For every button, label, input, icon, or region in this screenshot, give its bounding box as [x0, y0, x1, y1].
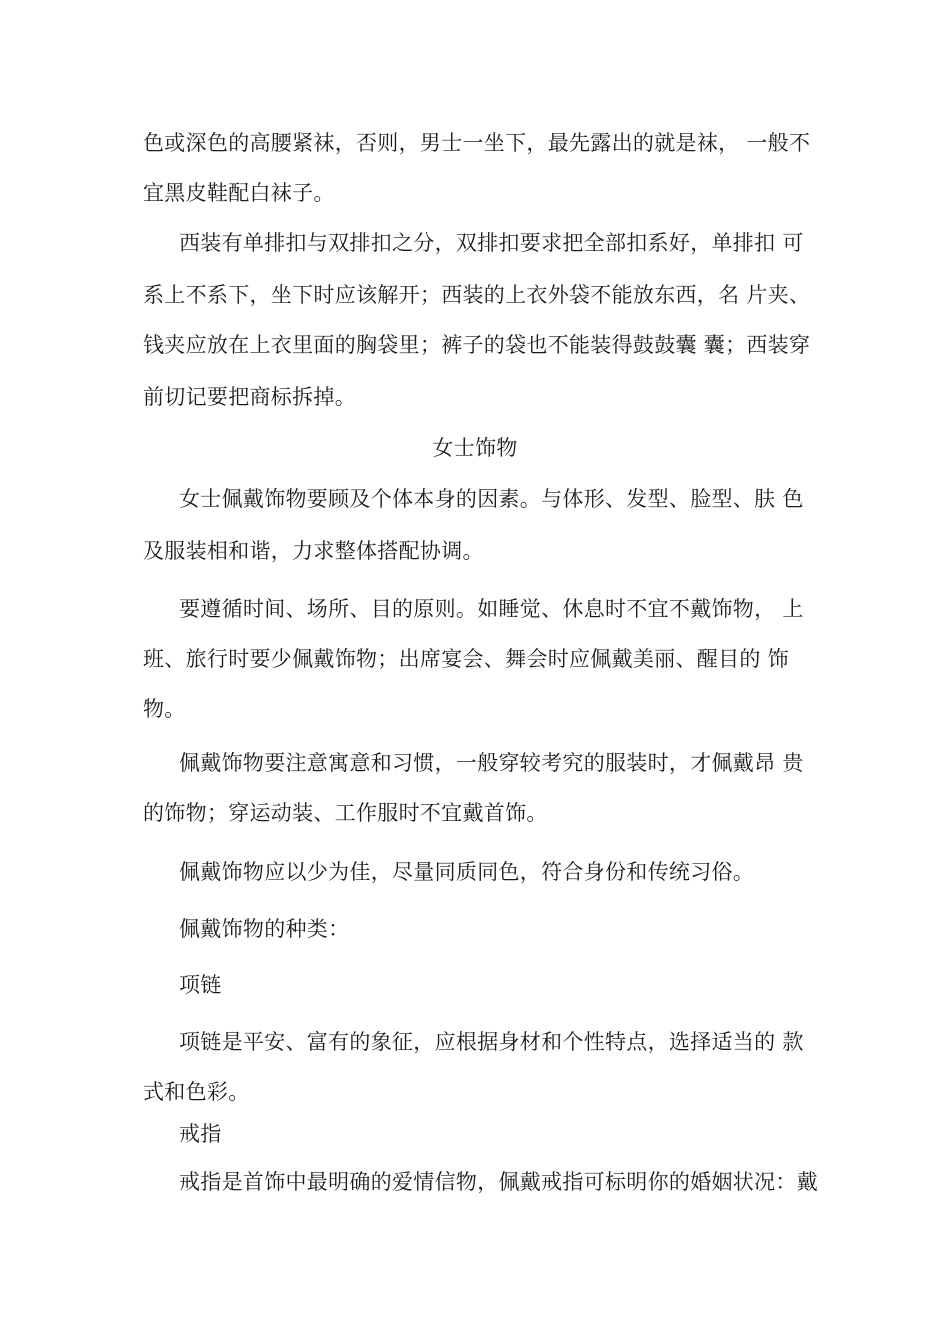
section-heading: 女士饰物: [432, 436, 518, 460]
subheading-necklace: 项链: [179, 973, 222, 997]
text-line: 宜黑皮鞋配白袜子。: [143, 181, 335, 205]
paragraph-start: 女士佩戴饰物要顾及个体本身的因素。与体形、发型、脸型、肤 色: [179, 487, 804, 511]
paragraph-start: 佩戴饰物应以少为佳，尽量同质同色，符合身份和传统习俗。: [179, 860, 755, 884]
text-line: 前切记要把商标拆掉。: [143, 385, 356, 409]
text-line: 的饰物；穿运动装、工作服时不宜戴首饰。: [143, 801, 548, 825]
paragraph-start: 西装有单排扣与双排扣之分，双排扣要求把全部扣系好，单排扣 可: [179, 231, 804, 255]
text-line: 班、旅行时要少佩戴饰物；出席宴会、舞会时应佩戴美丽、醒目的 饰: [143, 647, 789, 671]
paragraph-start: 佩戴饰物的种类：: [179, 917, 350, 941]
text-line: 物。: [143, 697, 186, 721]
text-line: 色或深色的高腰紧袜，否则，男士一坐下，最先露出的就是袜， 一般不: [143, 131, 811, 155]
subheading-ring: 戒指: [179, 1122, 222, 1146]
text-line: 式和色彩。: [143, 1080, 250, 1104]
text-line: 及服装相和谐，力求整体搭配协调。: [143, 539, 484, 563]
paragraph-start: 佩戴饰物要注意寓意和习惯，一般穿较考究的服装时，才佩戴昂 贵: [179, 751, 804, 775]
paragraph-start: 项链是平安、富有的象征，应根据身材和个性特点，选择适当的 款: [179, 1030, 804, 1054]
text-line: 系上不系下，坐下时应该解开；西装的上衣外袋不能放东西，名 片夹、: [143, 283, 811, 307]
text-line: 钱夹应放在上衣里面的胸袋里；裤子的袋也不能装得鼓鼓囊 囊；西装穿: [143, 333, 811, 357]
paragraph-start: 戒指是首饰中最明确的爱情信物，佩戴戒指可标明你的婚姻状况：戴: [179, 1170, 818, 1194]
paragraph-start: 要遵循时间、场所、目的原则。如睡觉、休息时不宜不戴饰物， 上: [179, 597, 804, 621]
